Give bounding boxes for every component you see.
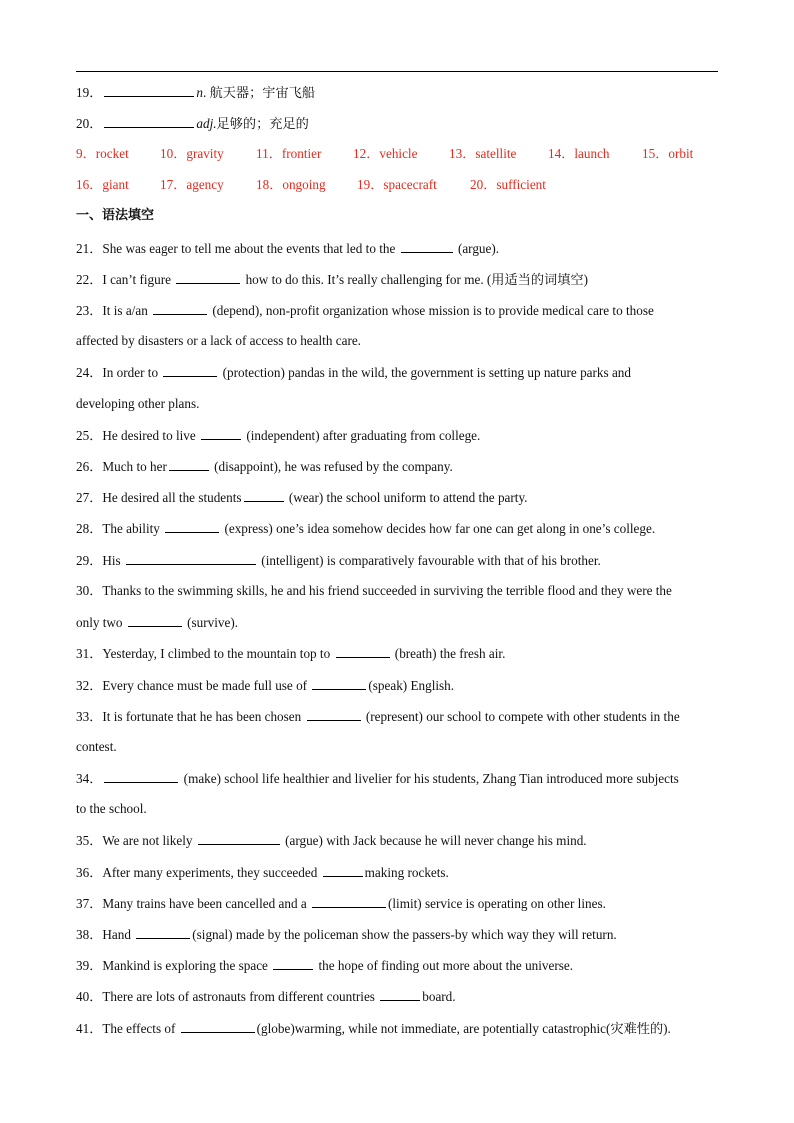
answer-blank[interactable] (104, 115, 194, 128)
question-33: 33．It is fortunate that he has been chosen (represent) our school to compete with other students in the (76, 709, 680, 724)
question-21: 21．She was eager to tell me about the events that led to the (argue). (76, 241, 500, 256)
answer-blank[interactable] (312, 895, 386, 908)
answer-blank[interactable] (181, 1020, 255, 1033)
vocab-item-19: 19． n. 航天器；宇宙飞船 (76, 85, 316, 100)
question-35: 35．We are not likely (argue) with Jack because he will never change his mind. (76, 833, 587, 848)
question-24: 24．In order to (protection) pandas in the wild, the government is setting up nature parks and (76, 365, 631, 380)
question-30: 30．Thanks to the swimming skills, he and his friend succeeded in surviving the terrible flood and they were the (76, 583, 672, 598)
answer-blank[interactable] (104, 770, 178, 783)
answer-key: 11．frontier (256, 146, 322, 161)
answer-key: 17．agency (160, 177, 224, 192)
answer-blank[interactable] (104, 84, 194, 97)
section-title: 一、语法填空 (76, 208, 155, 223)
question-31: 31．Yesterday, I climbed to the mountain top to (breath) the fresh air. (76, 646, 506, 661)
question-38: 38．Hand (signal) made by the policeman show the passers-by which way they will return. (76, 927, 617, 942)
answer-blank[interactable] (273, 957, 313, 970)
answer-blank[interactable] (153, 302, 207, 315)
answer-blank[interactable] (176, 271, 240, 284)
question-30-cont: only two (survive). (76, 615, 239, 630)
answer-blank[interactable] (169, 458, 209, 471)
question-26: 26．Much to her (disappoint), he was refused by the company. (76, 459, 453, 474)
answer-blank[interactable] (163, 364, 217, 377)
question-37: 37．Many trains have been cancelled and a (limit) service is operating on other lines. (76, 896, 606, 911)
question-39: 39．Mankind is exploring the space the hope of finding out more about the universe. (76, 958, 574, 973)
answer-blank[interactable] (201, 427, 241, 440)
answer-blank[interactable] (312, 677, 366, 690)
question-22: 22．I can’t figure how to do this. It’s really challenging for me. (用适当的词填空) (76, 272, 589, 287)
answer-key: 14．launch (548, 146, 610, 161)
question-25: 25．He desired to live (independent) after graduating from college. (76, 428, 481, 443)
answer-blank[interactable] (198, 832, 280, 845)
question-40: 40．There are lots of astronauts from different countries board. (76, 989, 456, 1004)
answer-blank[interactable] (136, 926, 190, 939)
answer-key: 19．spacecraft (357, 177, 437, 192)
question-34: 34． (make) school life healthier and livelier for his students, Zhang Tian introduced more subjects (76, 771, 679, 786)
answer-blank[interactable] (244, 489, 284, 502)
answer-key: 16．giant (76, 177, 129, 192)
question-41: 41．The effects of (globe)warming, while not immediate, are potentially catastrophic(灾难性的). (76, 1021, 671, 1036)
question-24-cont: developing other plans. (76, 396, 200, 411)
question-34-cont: to the school. (76, 801, 147, 816)
header-rule (76, 71, 718, 72)
question-33-cont: contest. (76, 739, 117, 754)
question-27: 27．He desired all the students (wear) the school uniform to attend the party. (76, 490, 528, 505)
answer-key: 20．sufficient (470, 177, 546, 192)
answer-key: 13．satellite (449, 146, 517, 161)
answer-key: 15．orbit (642, 146, 694, 161)
answer-key: 12．vehicle (353, 146, 418, 161)
vocab-item-20: 20． adj.足够的；充足的 (76, 116, 309, 131)
answer-blank[interactable] (307, 708, 361, 721)
answer-key: 9．rocket (76, 146, 129, 161)
answer-key-row-1 (76, 146, 693, 162)
answer-key: 18．ongoing (256, 177, 326, 192)
answer-key: 10．gravity (160, 146, 224, 161)
answer-blank[interactable] (401, 240, 453, 253)
question-36: 36．After many experiments, they succeeded making rockets. (76, 865, 449, 880)
answer-blank[interactable] (323, 864, 363, 877)
question-23-cont: affected by disasters or a lack of access to health care. (76, 333, 361, 348)
answer-key-row-2 (76, 177, 546, 193)
answer-blank[interactable] (380, 988, 420, 1001)
answer-blank[interactable] (336, 645, 390, 658)
answer-blank[interactable] (165, 520, 219, 533)
answer-blank[interactable] (126, 552, 256, 565)
question-23: 23．It is a/an (depend), non-profit organization whose mission is to provide medical care to those (76, 303, 654, 318)
question-28: 28．The ability (express) one’s idea somehow decides how far one can get along in one’s college. (76, 521, 656, 536)
question-29: 29．His (intelligent) is comparatively favourable with that of his brother. (76, 553, 601, 568)
answer-blank[interactable] (128, 614, 182, 627)
question-32: 32．Every chance must be made full use of (speak) English. (76, 678, 455, 693)
